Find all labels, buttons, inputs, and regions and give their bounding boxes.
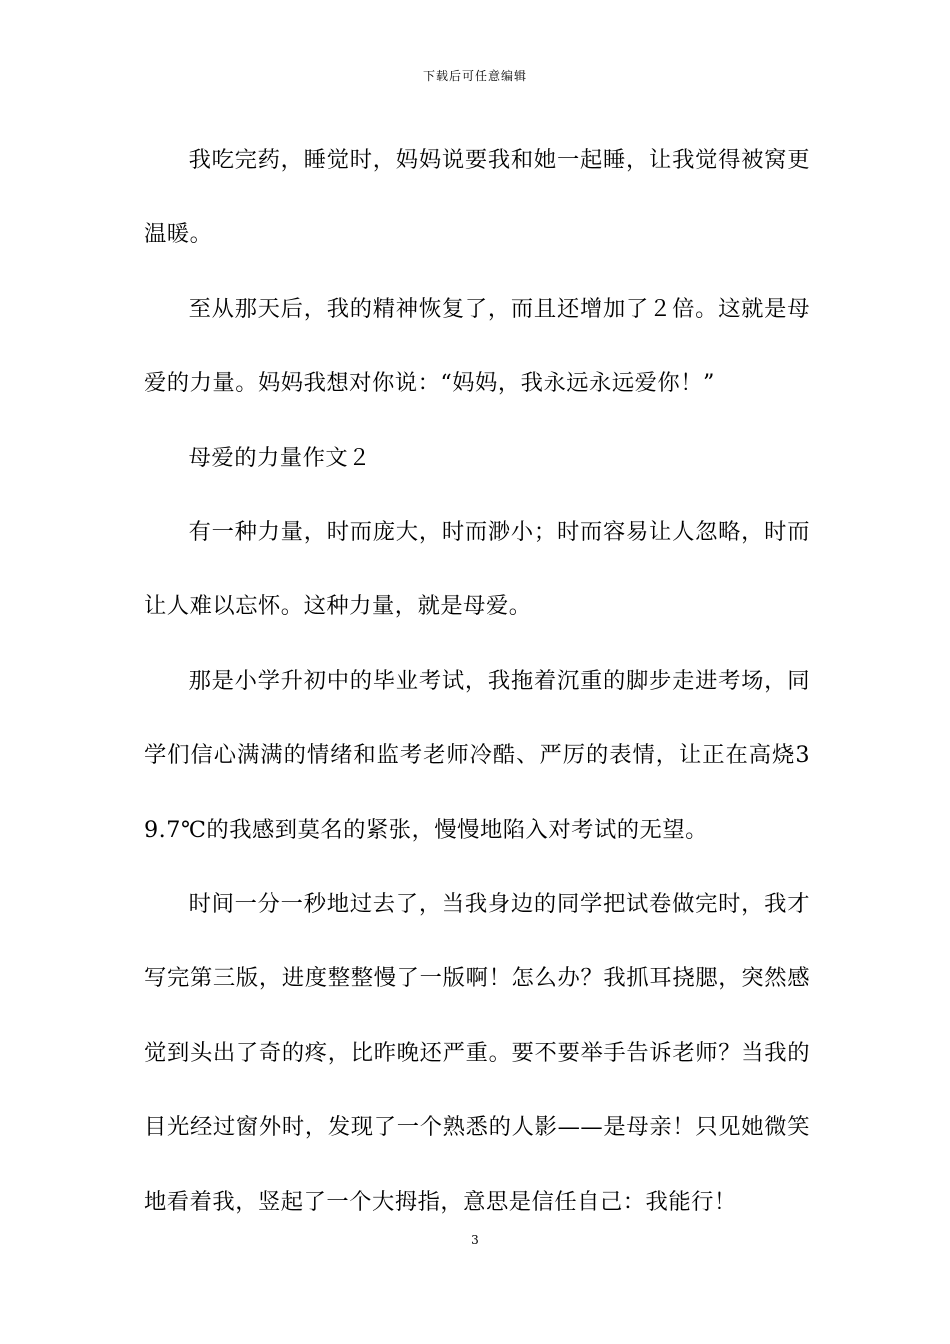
document-body [144, 123, 810, 1239]
page-number: 3 [471, 1233, 479, 1247]
paragraph: 至从那天后，我的精神恢复了，而且还增加了２倍。这就是母爱的力量。妈妈我想对你说：“妈妈，我永远永远爱你！” [144, 295, 810, 397]
section-heading: 母爱的力量作文２ [188, 444, 371, 471]
paragraph: 有一种力量，时而庞大，时而渺小；时而容易让人忽略，时而让人难以忘怀。这种力量，就是母爱。 [144, 519, 810, 620]
paragraph: 时间一分一秒地过去了，当我身边的同学把试卷做完时，我才写完第三版，进度整整慢了一版啊！怎么办？我抓耳挠腮，突然感觉到头出了奇的疼，比昨晚还严重。要不要举手告诉老师？当我的目光经过窗外时，发现了一个熟悉的人影——是母亲！只见她微笑地看着我，竖起了一个大拇指，意思是信任自己：我能行！ [144, 891, 810, 1215]
paragraph: 我吃完药，睡觉时，妈妈说要我和她一起睡，让我觉得被窝更温暖。 [144, 147, 810, 248]
paragraph: 那是小学升初中的毕业考试，我拖着沉重的脚步走进考场，同学们信心满满的情绪和监考老师冷酷、严厉的表情，让正在高烧39.7℃的我感到莫名的紧张，慢慢地陷入对考试的无望。 [144, 667, 810, 843]
page-header: 下载后可任意编辑 [422, 69, 527, 83]
